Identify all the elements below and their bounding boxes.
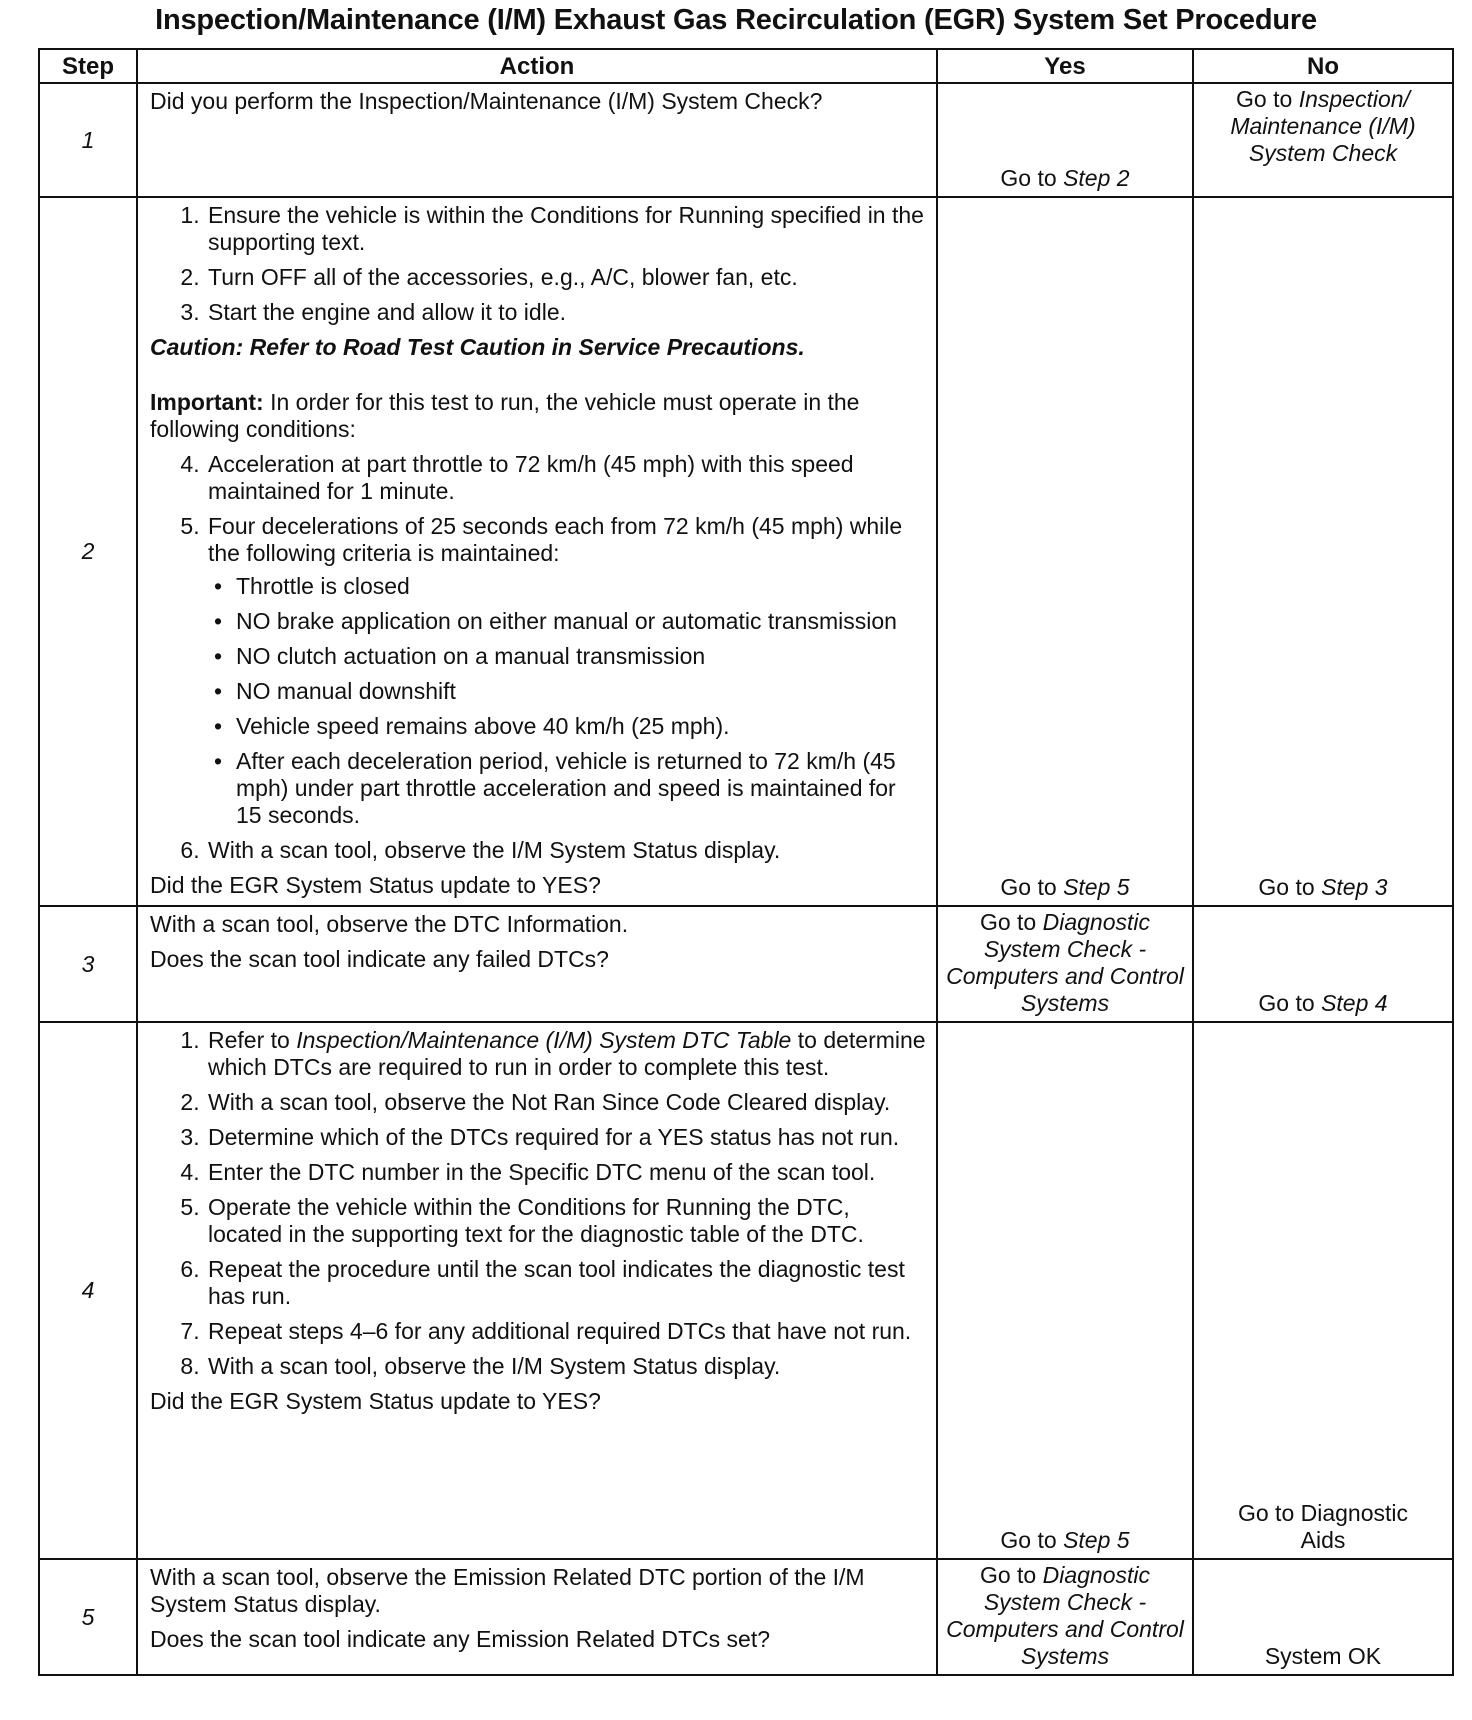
table-row-step-4 xyxy=(39,1022,1453,1559)
list-item: 7. Repeat steps 4–6 for any additional required DTCs that have not run. xyxy=(206,1318,926,1345)
no-cell xyxy=(1193,83,1453,197)
table-row-step-3 xyxy=(39,906,1453,1022)
yes-cell xyxy=(937,1022,1193,1559)
yes-cell xyxy=(937,197,1193,906)
header-action: Action xyxy=(137,49,937,83)
criteria-list xyxy=(208,573,926,829)
list-item: 2. With a scan tool, observe the Not Ran Since Code Cleared display. xyxy=(206,1089,926,1116)
question: Did the EGR System Status update to YES? xyxy=(150,1388,601,1414)
header-no: No xyxy=(1193,49,1453,83)
action-cell xyxy=(137,1022,937,1559)
procedure-table xyxy=(38,48,1454,1676)
question: Does the scan tool indicate any failed DTCs? xyxy=(150,946,609,972)
action-cell xyxy=(137,197,937,906)
list-item: 5. Four decelerations of 25 seconds each from 72 km/h (45 mph) while the following criteria is maintained: • Throttle is closed • NO brake application on either manual or automatic transmission • NO clutch actuation on a manual transmission • NO manual downshift • Vehicle speed remains above 40 km/h (25 mph). • After each deceleration period, vehicle is returned to 72 km/h (45 mph) under part throttle acceleration and speed is maintained for 15 seconds. xyxy=(206,513,926,829)
list-item: 6. With a scan tool, observe the I/M System Status display. xyxy=(206,837,926,864)
list-item: • NO clutch actuation on a manual transmission xyxy=(234,643,926,670)
no-cell xyxy=(1193,197,1453,906)
list-item: 4. Enter the DTC number in the Specific DTC menu of the scan tool. xyxy=(206,1159,926,1186)
list-item: 2. Turn OFF all of the accessories, e.g., A/C, blower fan, etc. xyxy=(206,264,926,291)
action-cell xyxy=(137,906,937,1022)
action-text: With a scan tool, observe the DTC Information. xyxy=(150,911,629,937)
step-number: 5 xyxy=(39,1559,137,1675)
no-result: System OK xyxy=(1264,1643,1382,1669)
no-cell xyxy=(1193,906,1453,1022)
yes-link[interactable]: Go to Step 2 xyxy=(1000,165,1130,191)
step-number: 3 xyxy=(39,906,137,1022)
no-link[interactable]: Go to Step 3 xyxy=(1258,874,1388,900)
list-item: 3. Start the engine and allow it to idle. xyxy=(206,299,926,326)
question: Did you perform the Inspection/Maintenance (I/M) System Check? xyxy=(150,88,823,114)
yes-link[interactable]: Go to Step 5 xyxy=(1000,1527,1130,1553)
list-item: • Vehicle speed remains above 40 km/h (25 mph). xyxy=(234,713,926,740)
no-link[interactable]: Go to Diagnostic Aids xyxy=(1237,1500,1409,1553)
yes-cell xyxy=(937,1559,1193,1675)
list-item: 8. With a scan tool, observe the I/M System Status display. xyxy=(206,1353,926,1380)
header-yes: Yes xyxy=(937,49,1193,83)
question: Does the scan tool indicate any Emission Related DTCs set? xyxy=(150,1626,771,1652)
table-header-row xyxy=(39,49,1453,83)
yes-link[interactable]: Go to Diagnostic System Check - Computers and Control Systems xyxy=(946,909,1184,1016)
action-list xyxy=(150,1027,926,1380)
header-step: Step xyxy=(39,49,137,83)
page-title: Inspection/Maintenance (I/M) Exhaust Gas Recirculation (EGR) System Set Procedure xyxy=(155,4,1317,36)
question: Did the EGR System Status update to YES? xyxy=(150,872,601,898)
action-cell xyxy=(137,83,937,197)
no-link[interactable]: Go to Step 4 xyxy=(1258,990,1388,1016)
list-item: 1. Refer to Inspection/Maintenance (I/M) System DTC Table to determine which DTCs are required to run in order to complete this test. xyxy=(206,1027,926,1081)
list-item: 1. Ensure the vehicle is within the Conditions for Running specified in the supporting text. xyxy=(206,202,926,256)
yes-link[interactable]: Go to Diagnostic System Check - Computers and Control Systems xyxy=(946,1562,1184,1669)
action-list-a xyxy=(150,202,926,326)
list-item: • Throttle is closed xyxy=(234,573,926,600)
step-number: 4 xyxy=(39,1022,137,1559)
no-link[interactable]: Go to Inspection/ Maintenance (I/M) System Check xyxy=(1230,86,1416,166)
list-item: 4. Acceleration at part throttle to 72 km/h (45 mph) with this speed maintained for 1 minute. xyxy=(206,451,926,505)
table-row-step-2 xyxy=(39,197,1453,906)
action-cell xyxy=(137,1559,937,1675)
caution-note: Caution: Refer to Road Test Caution in Service Precautions. xyxy=(150,334,805,360)
no-cell xyxy=(1193,1022,1453,1559)
list-item: 5. Operate the vehicle within the Conditions for Running the DTC, located in the supporting text for the diagnostic table of the DTC. xyxy=(206,1194,926,1248)
list-item: • After each deceleration period, vehicle is returned to 72 km/h (45 mph) under part throttle acceleration and speed is maintained for 15 seconds. xyxy=(234,748,926,829)
step-number: 2 xyxy=(39,197,137,906)
action-text: With a scan tool, observe the Emission Related DTC portion of the I/M System Status display. xyxy=(150,1564,865,1617)
yes-cell xyxy=(937,83,1193,197)
action-list-b xyxy=(150,451,926,864)
list-item: 6. Repeat the procedure until the scan tool indicates the diagnostic test has run. xyxy=(206,1256,926,1310)
yes-link[interactable]: Go to Step 5 xyxy=(1000,874,1130,900)
no-cell xyxy=(1193,1559,1453,1675)
list-item: • NO manual downshift xyxy=(234,678,926,705)
list-item: 3. Determine which of the DTCs required for a YES status has not run. xyxy=(206,1124,926,1151)
important-note: Important: In order for this test to run, the vehicle must operate in the following conditions: xyxy=(150,389,860,442)
yes-cell xyxy=(937,906,1193,1022)
step-number: 1 xyxy=(39,83,137,197)
dtc-table-link[interactable]: Inspection/Maintenance (I/M) System DTC Table xyxy=(296,1027,792,1053)
table-row-step-5 xyxy=(39,1559,1453,1675)
table-row-step-1 xyxy=(39,83,1453,197)
list-item: • NO brake application on either manual or automatic transmission xyxy=(234,608,926,635)
